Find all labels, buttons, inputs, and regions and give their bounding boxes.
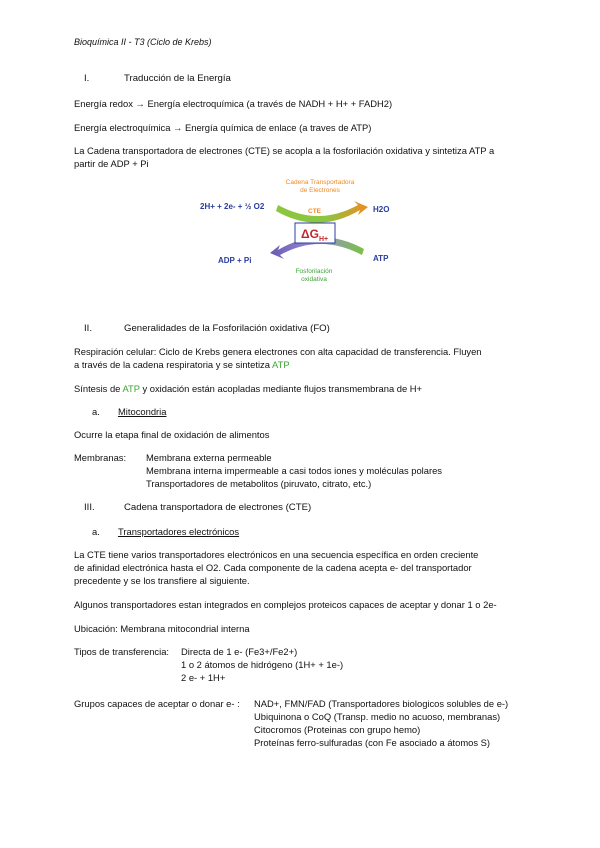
left-bottom-label: ADP + Pi	[218, 256, 252, 265]
grupo-item: Citocromos (Proteinas con grupo hemo)	[254, 724, 421, 735]
left-top-label: 2H+ + 2e- + ½ O2	[200, 202, 265, 211]
section-2-number: II.	[84, 323, 92, 334]
tipo-item: 2 e- + 1H+	[181, 672, 226, 683]
membranas-label: Membranas:	[74, 452, 127, 463]
fo-label-1: Fosforilación	[295, 268, 333, 275]
membrana-item: Membrana interna impermeable a casi todos iones y moléculas polares	[146, 465, 442, 476]
section-1-number: I.	[84, 73, 90, 84]
subsection-mitocondria: a. Mitocondria	[92, 406, 167, 417]
section-2-heading	[84, 322, 330, 336]
fo-label-2: oxidativa	[301, 276, 327, 283]
cte-diagram	[190, 175, 430, 290]
energy-line-2: Energía electroquímica → Energía química de enlace (a traves de ATP)	[74, 122, 372, 133]
mitocondria-title: Mitocondria	[118, 406, 167, 417]
cte-para-line-2: de afinidad electrónica hasta el O2. Cada componente de la cadena acepta e- del transportador	[74, 562, 472, 573]
membrana-item: Membrana externa permeable	[146, 452, 272, 463]
transportadores-title: Transportadores electrónicos	[118, 526, 240, 537]
cte-title-2: de Electrones	[300, 187, 340, 194]
delta-g-label: $\Delta G_{H+}$	[301, 227, 329, 243]
cte-arrow	[276, 201, 368, 223]
section-3-title: Cadena transportadora de electrones (CTE)	[124, 502, 312, 513]
section-3-number: III.	[84, 502, 95, 513]
section-2-title: Generalidades de la Fosforilación oxidativa (FO)	[124, 323, 330, 334]
energy-line-1: Energía redox → Energía electroquímica (a través de NADH + H+ + FADH2)	[74, 98, 393, 109]
ubicacion-line: Ubicación: Membrana mitocondrial interna	[74, 623, 250, 634]
right-bottom-label: ATP	[373, 254, 389, 263]
respiration-line-1: Respiración celular: Ciclo de Krebs genera electrones con alta capacidad de transferencia. Fluyen	[74, 346, 482, 357]
right-top-label: H2O	[373, 205, 390, 214]
grupo-item: Proteínas ferro-sulfuradas (con Fe asociado a átomos S)	[254, 737, 491, 748]
synthesis-line: Síntesis de ATP y oxidación están acopladas mediante flujos transmembrana de H+	[74, 383, 423, 394]
section-3-heading	[84, 501, 311, 515]
ocurre-line: Ocurre la etapa final de oxidación de alimentos	[74, 429, 270, 440]
cte-paragraph-line-2: partir de ADP + Pi	[74, 158, 149, 169]
section-1-title: Traducción de la Energía	[124, 73, 231, 84]
algunos-line: Algunos transportadores estan integrados en complejos proteicos capaces de aceptar y donar 1 o 2e-	[74, 599, 497, 610]
cte-title-1: Cadena Transportadora	[285, 179, 355, 186]
cte-paragraph-line-1: La Cadena transportadora de electrones (CTE) se acopla a la fosforilación oxidativa y sintetiza ATP a	[74, 145, 495, 156]
subsection-transportadores: a. Transportadores electrónicos	[92, 526, 240, 537]
atp-highlight: ATP	[272, 359, 290, 370]
cte-arrow-label: CTE	[308, 208, 321, 215]
section-1-heading	[84, 72, 231, 86]
atp-highlight-2: ATP	[122, 383, 140, 394]
tipos-label: Tipos de transferencia:	[74, 646, 170, 657]
grupo-item: Ubiquinona o CoQ (Transp. medio no acuoso, membranas)	[254, 711, 501, 722]
grupo-item: NAD+, FMN/FAD (Transportadores biologicos solubles de e-)	[254, 698, 509, 709]
tipo-item: Directa de 1 e- (Fe3+/Fe2+)	[181, 646, 298, 657]
membrana-item: Transportadores de metabolitos (piruvato, citrato, etc.)	[146, 478, 372, 489]
tipo-item: 1 o 2 átomos de hidrógeno (1H+ + 1e-)	[181, 659, 344, 670]
cte-para-line-1: La CTE tiene varios transportadores electrónicos en una secuencia específica en orden creciente	[74, 549, 479, 560]
grupos-label: Grupos capaces de aceptar o donar e- :	[74, 698, 240, 709]
cte-para-line-3: precedente y se los transfiere al siguiente.	[74, 575, 250, 586]
respiration-line-2: a través de la cadena respiratoria y se sintetiza ATP	[74, 359, 290, 370]
page-header: Bioquímica II - T3 (Ciclo de Krebs)	[74, 37, 212, 47]
